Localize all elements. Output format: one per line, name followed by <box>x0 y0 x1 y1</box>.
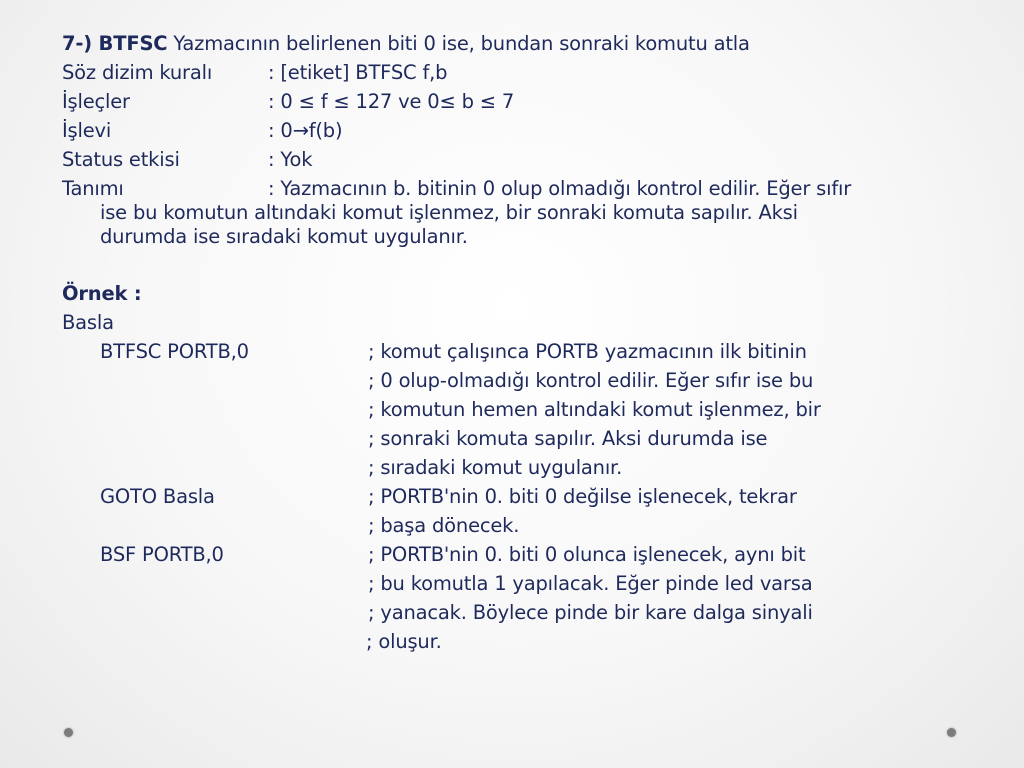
prop-value: : 0→f(b) <box>268 119 343 142</box>
code-instruction: BSF PORTB,0 <box>100 543 224 566</box>
heading-text: Yazmacının belirlenen biti 0 ise, bundan sonraki komutu atla <box>167 32 750 55</box>
corner-dot-left <box>64 728 73 737</box>
prop-value: : Yazmacının b. bitinin 0 olup olmadığı kontrol edilir. Eğer sıfır <box>268 177 852 200</box>
prop-value: : 0 ≤ f ≤ 127 ve 0≤ b ≤ 7 <box>268 90 515 113</box>
code-label: Basla <box>62 311 114 334</box>
example-title: Örnek : <box>62 282 142 305</box>
code-comment: ; bu komutla 1 yapılacak. Eğer pinde led varsa <box>368 572 813 595</box>
code-comment: ; yanacak. Böylece pinde bir kare dalga sinyali <box>368 601 813 624</box>
code-comment: ; sıradaki komut uygulanır. <box>368 456 623 479</box>
code-comment: ; komut çalışınca PORTB yazmacının ilk bitinin <box>368 340 807 363</box>
prop-label: Söz dizim kuralı <box>62 61 213 84</box>
heading <box>62 32 750 56</box>
code-comment: ; PORTB'nin 0. biti 0 değilse işlenecek, tekrar <box>368 485 797 508</box>
description-continuation: ise bu komutun altındaki komut işlenmez, bir sonraki komuta sapılır. Aksi <box>100 201 798 224</box>
corner-dot-right <box>947 728 956 737</box>
prop-label: Tanımı <box>62 177 124 200</box>
code-instruction: BTFSC PORTB,0 <box>100 340 249 363</box>
code-comment: ; 0 olup-olmadığı kontrol edilir. Eğer sıfır ise bu <box>368 369 814 392</box>
code-comment: ; PORTB'nin 0. biti 0 olunca işlenecek, aynı bit <box>368 543 806 566</box>
prop-label: Status etkisi <box>62 148 180 171</box>
code-instruction: GOTO Basla <box>100 485 215 508</box>
description-continuation: durumda ise sıradaki komut uygulanır. <box>100 225 468 248</box>
heading-number: 7-) BTFSC <box>62 32 168 55</box>
prop-value: : [etiket] BTFSC f,b <box>268 61 448 84</box>
code-comment: ; oluşur. <box>366 630 442 653</box>
prop-label: İşleçler <box>62 90 130 113</box>
code-comment: ; başa dönecek. <box>368 514 520 537</box>
prop-value: : Yok <box>268 148 313 171</box>
prop-label: İşlevi <box>62 119 112 142</box>
code-comment: ; sonraki komuta sapılır. Aksi durumda ise <box>368 427 768 450</box>
code-comment: ; komutun hemen altındaki komut işlenmez, bir <box>368 398 821 421</box>
